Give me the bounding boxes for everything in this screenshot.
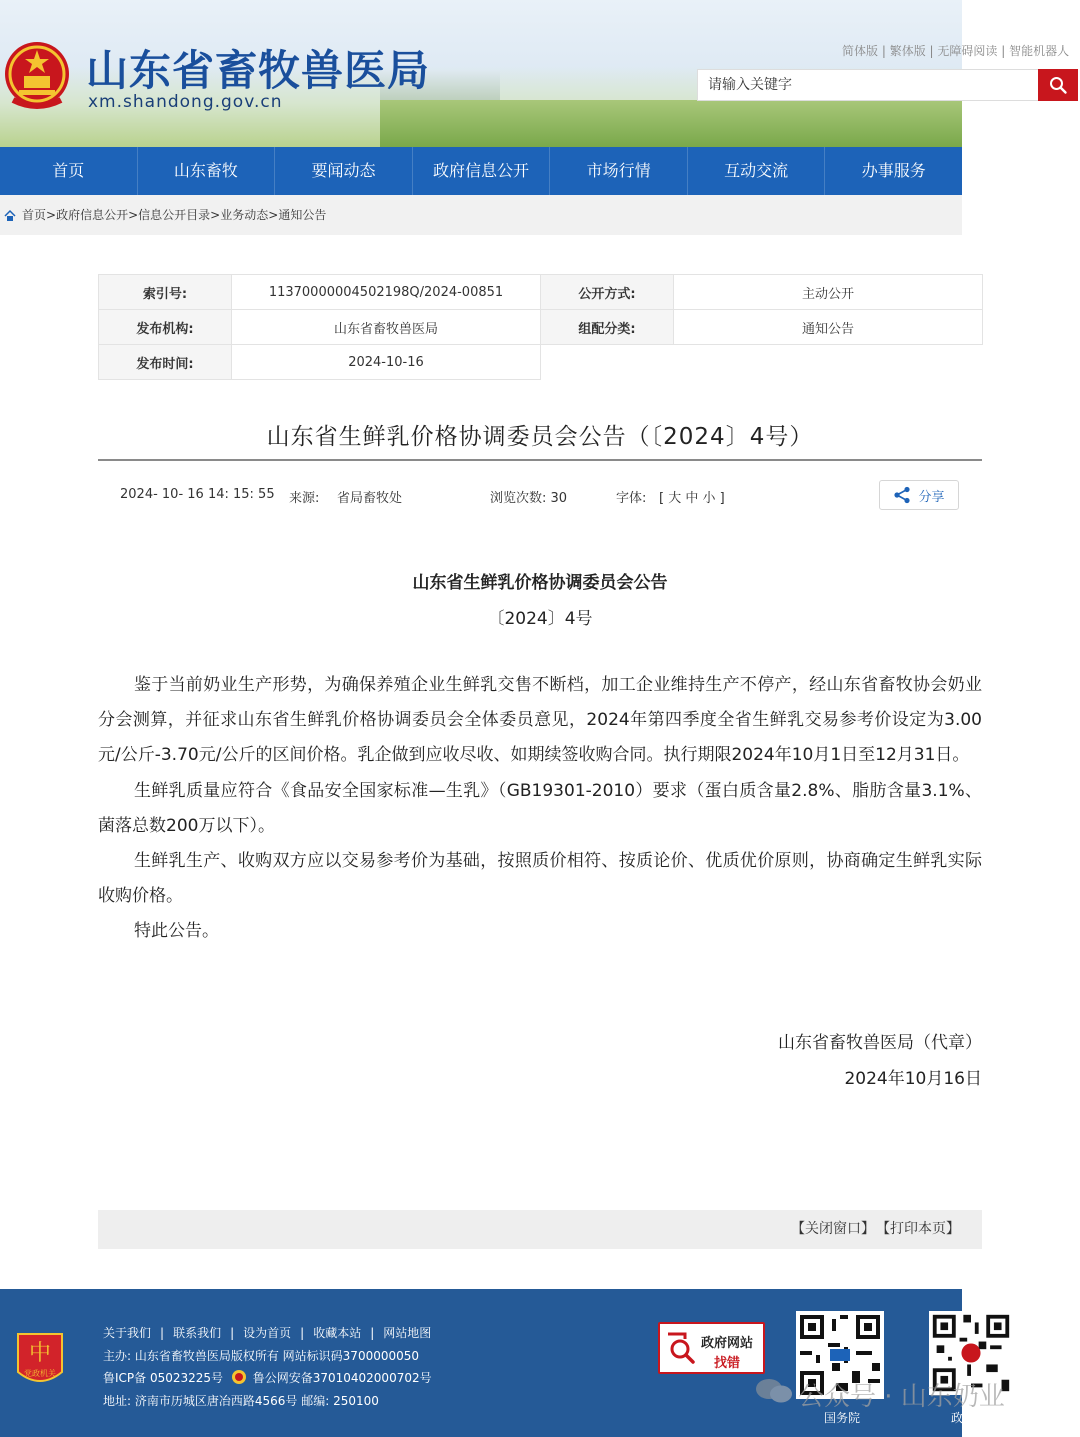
top-link-simplified[interactable]: 简体版 [842, 44, 879, 58]
index-value: 11370000004502198Q/2024-00851 [232, 275, 541, 310]
breadcrumb-sep: > [46, 208, 57, 222]
print-page-link[interactable]: 【打印本页】 [883, 1221, 960, 1237]
qr-label-state-council: 国务院 [824, 1411, 861, 1425]
source-value: 省局畜牧处 [337, 491, 403, 506]
nav-item-home[interactable]: 首页 [0, 147, 138, 195]
font-size-label: 字体: [616, 491, 647, 506]
paragraph: 鉴于当前奶业生产形势，为确保养殖企业生鲜乳交售不断档，加工企业维持生产不停产，经山东省畜牧协会奶业分会测算，并征求山东省生鲜乳价格协调委员会全体委员意见，2024年第四季度全省生鲜乳交易参考价设定为3.00元/公斤-3.70元/公斤的区间价格。乳企做到应收尽收、如期续签收购合同。执行期限2024年10月1日至12月31日。 [98, 675, 982, 766]
page-tools-bar [98, 1210, 982, 1249]
share-icon [893, 486, 911, 504]
open-mode-value: 主动公开 [674, 275, 983, 310]
footer-links: 关于我们 | 联系我们 | 设为首页 | 收藏本站 | 网站地图 [103, 1326, 432, 1340]
nav-item-shandong-livestock[interactable]: 山东畜牧 [138, 147, 276, 195]
search-button[interactable] [1038, 69, 1078, 101]
paragraph: 生鲜乳质量应符合《食品安全国家标准—生乳》（GB19301-2010）要求（蛋白质含量2.8%、脂肪含量3.1%、菌落总数200万以下）。 [98, 780, 982, 836]
breadcrumb-home[interactable]: 首页 [22, 208, 47, 222]
source-label: 来源: [289, 491, 320, 506]
signature: 山东省畜牧兽医局（代章） [778, 1033, 982, 1053]
gov-site-error-report-button[interactable] [658, 1322, 765, 1374]
search-input[interactable] [698, 70, 1058, 100]
table-row [99, 345, 983, 380]
national-emblem-icon [3, 38, 71, 112]
breadcrumb-notice[interactable]: 通知公告 [278, 208, 327, 222]
party-gov-badge[interactable] [14, 1330, 66, 1390]
signature-date: 2024年10月16日 [844, 1069, 982, 1089]
article-title: 山东省生鲜乳价格协调委员会公告（〔2024〕4号） [266, 424, 814, 450]
footer-icp [103, 1369, 432, 1386]
category-value: 通知公告 [674, 310, 983, 345]
font-size-switcher[interactable]: [ 大 中 小 ] [659, 491, 725, 506]
publish-date-label: 发布时间: [99, 345, 232, 380]
footer-link-bookmark[interactable]: 收藏本站 [313, 1326, 362, 1340]
table-row [99, 310, 983, 345]
icp-record[interactable]: 鲁ICP备 05023225号 [103, 1371, 224, 1385]
site-domain: xm.shandong.gov.cn [88, 92, 283, 112]
title-divider [98, 459, 982, 461]
close-window-link[interactable]: 【关闭窗口】 [791, 1221, 875, 1237]
share-label: 分享 [918, 489, 945, 505]
nav-item-market[interactable]: 市场行情 [550, 147, 688, 195]
search-icon [1049, 76, 1067, 94]
paragraph: 生鲜乳生产、收购双方应以交易参考价为基础，按照质价相符、按质论价、优质优价原则，协商确定生鲜乳实际收购价格。 [98, 851, 982, 907]
error-report-line1: 政府网站 [701, 1336, 754, 1351]
footer-link-about[interactable]: 关于我们 [103, 1326, 152, 1340]
breadcrumb [0, 195, 962, 235]
breadcrumb-gov-info[interactable]: 政府信息公开 [56, 208, 129, 222]
breadcrumb-business[interactable]: 业务动态 [220, 208, 269, 222]
publisher-label: 发布机构: [99, 310, 232, 345]
footer-host: 主办: 山东省畜牧兽医局版权所有 网站标识码3700000050 [103, 1349, 420, 1363]
article-body [98, 668, 982, 950]
document-number: 〔2024〕4号 [487, 609, 593, 629]
breadcrumb-sep: > [128, 208, 139, 222]
table-empty-cell [541, 345, 983, 380]
document-heading: 山东省生鲜乳价格协调委员会公告 [412, 573, 668, 593]
publisher-value: 山东省畜牧兽医局 [232, 310, 541, 345]
view-count: 浏览次数: 30 [490, 491, 568, 506]
main-nav [0, 147, 962, 195]
footer-link-set-home[interactable]: 设为首页 [243, 1326, 292, 1340]
home-icon [4, 210, 16, 221]
nav-item-news[interactable]: 要闻动态 [275, 147, 413, 195]
category-label: 组配分类: [541, 310, 674, 345]
footer-link-contact[interactable]: 联系我们 [173, 1326, 222, 1340]
magnifier-icon [665, 1331, 699, 1365]
open-mode-label: 公开方式: [541, 275, 674, 310]
site-footer [0, 1289, 962, 1437]
top-links: 简体版 | 繁体版 | 无障碍阅读 | 智能机器人 [842, 44, 1070, 58]
share-button[interactable] [879, 480, 959, 510]
top-link-traditional[interactable]: 繁体版 [889, 44, 926, 58]
footer-address: 地址: 济南市历城区唐冶西路4566号 邮编: 250100 [103, 1394, 379, 1408]
wechat-icon [754, 1376, 794, 1406]
site-title[interactable]: 山东省畜牧兽医局 [86, 46, 431, 95]
header-grassland [380, 100, 962, 147]
breadcrumb-sep: > [210, 208, 221, 222]
nav-item-interaction[interactable]: 互动交流 [688, 147, 826, 195]
paragraph: 特此公告。 [134, 921, 219, 942]
top-link-robot[interactable]: 智能机器人 [1009, 44, 1070, 58]
article-datetime: 2024- 10- 16 14: 15: 55 [120, 487, 275, 502]
svg-text:中: 中 [28, 1341, 52, 1366]
search-box [697, 69, 1078, 101]
qr-label-government: 政 [951, 1411, 964, 1425]
publish-date-value: 2024-10-16 [232, 345, 541, 380]
badge-text: 党政机关 [24, 1369, 56, 1378]
table-row [99, 275, 983, 310]
info-meta-table [98, 274, 983, 380]
breadcrumb-catalog[interactable]: 信息公开目录 [138, 208, 211, 222]
footer-link-sitemap[interactable]: 网站地图 [383, 1326, 432, 1340]
nav-item-services[interactable]: 办事服务 [861, 161, 926, 180]
top-link-accessible[interactable]: 无障碍阅读 [937, 44, 998, 58]
breadcrumb-sep: > [268, 208, 279, 222]
party-gov-badge-icon [14, 1330, 66, 1390]
police-record[interactable]: 鲁公网安备37010402000702号 [252, 1371, 432, 1385]
nav-item-gov-info[interactable]: 政府信息公开 [413, 147, 551, 195]
police-badge-icon [231, 1369, 247, 1385]
error-report-line2: 找错 [714, 1356, 741, 1371]
watermark: 公众号 · 山东奶业 [798, 1382, 1005, 1412]
index-label: 索引号: [99, 275, 232, 310]
